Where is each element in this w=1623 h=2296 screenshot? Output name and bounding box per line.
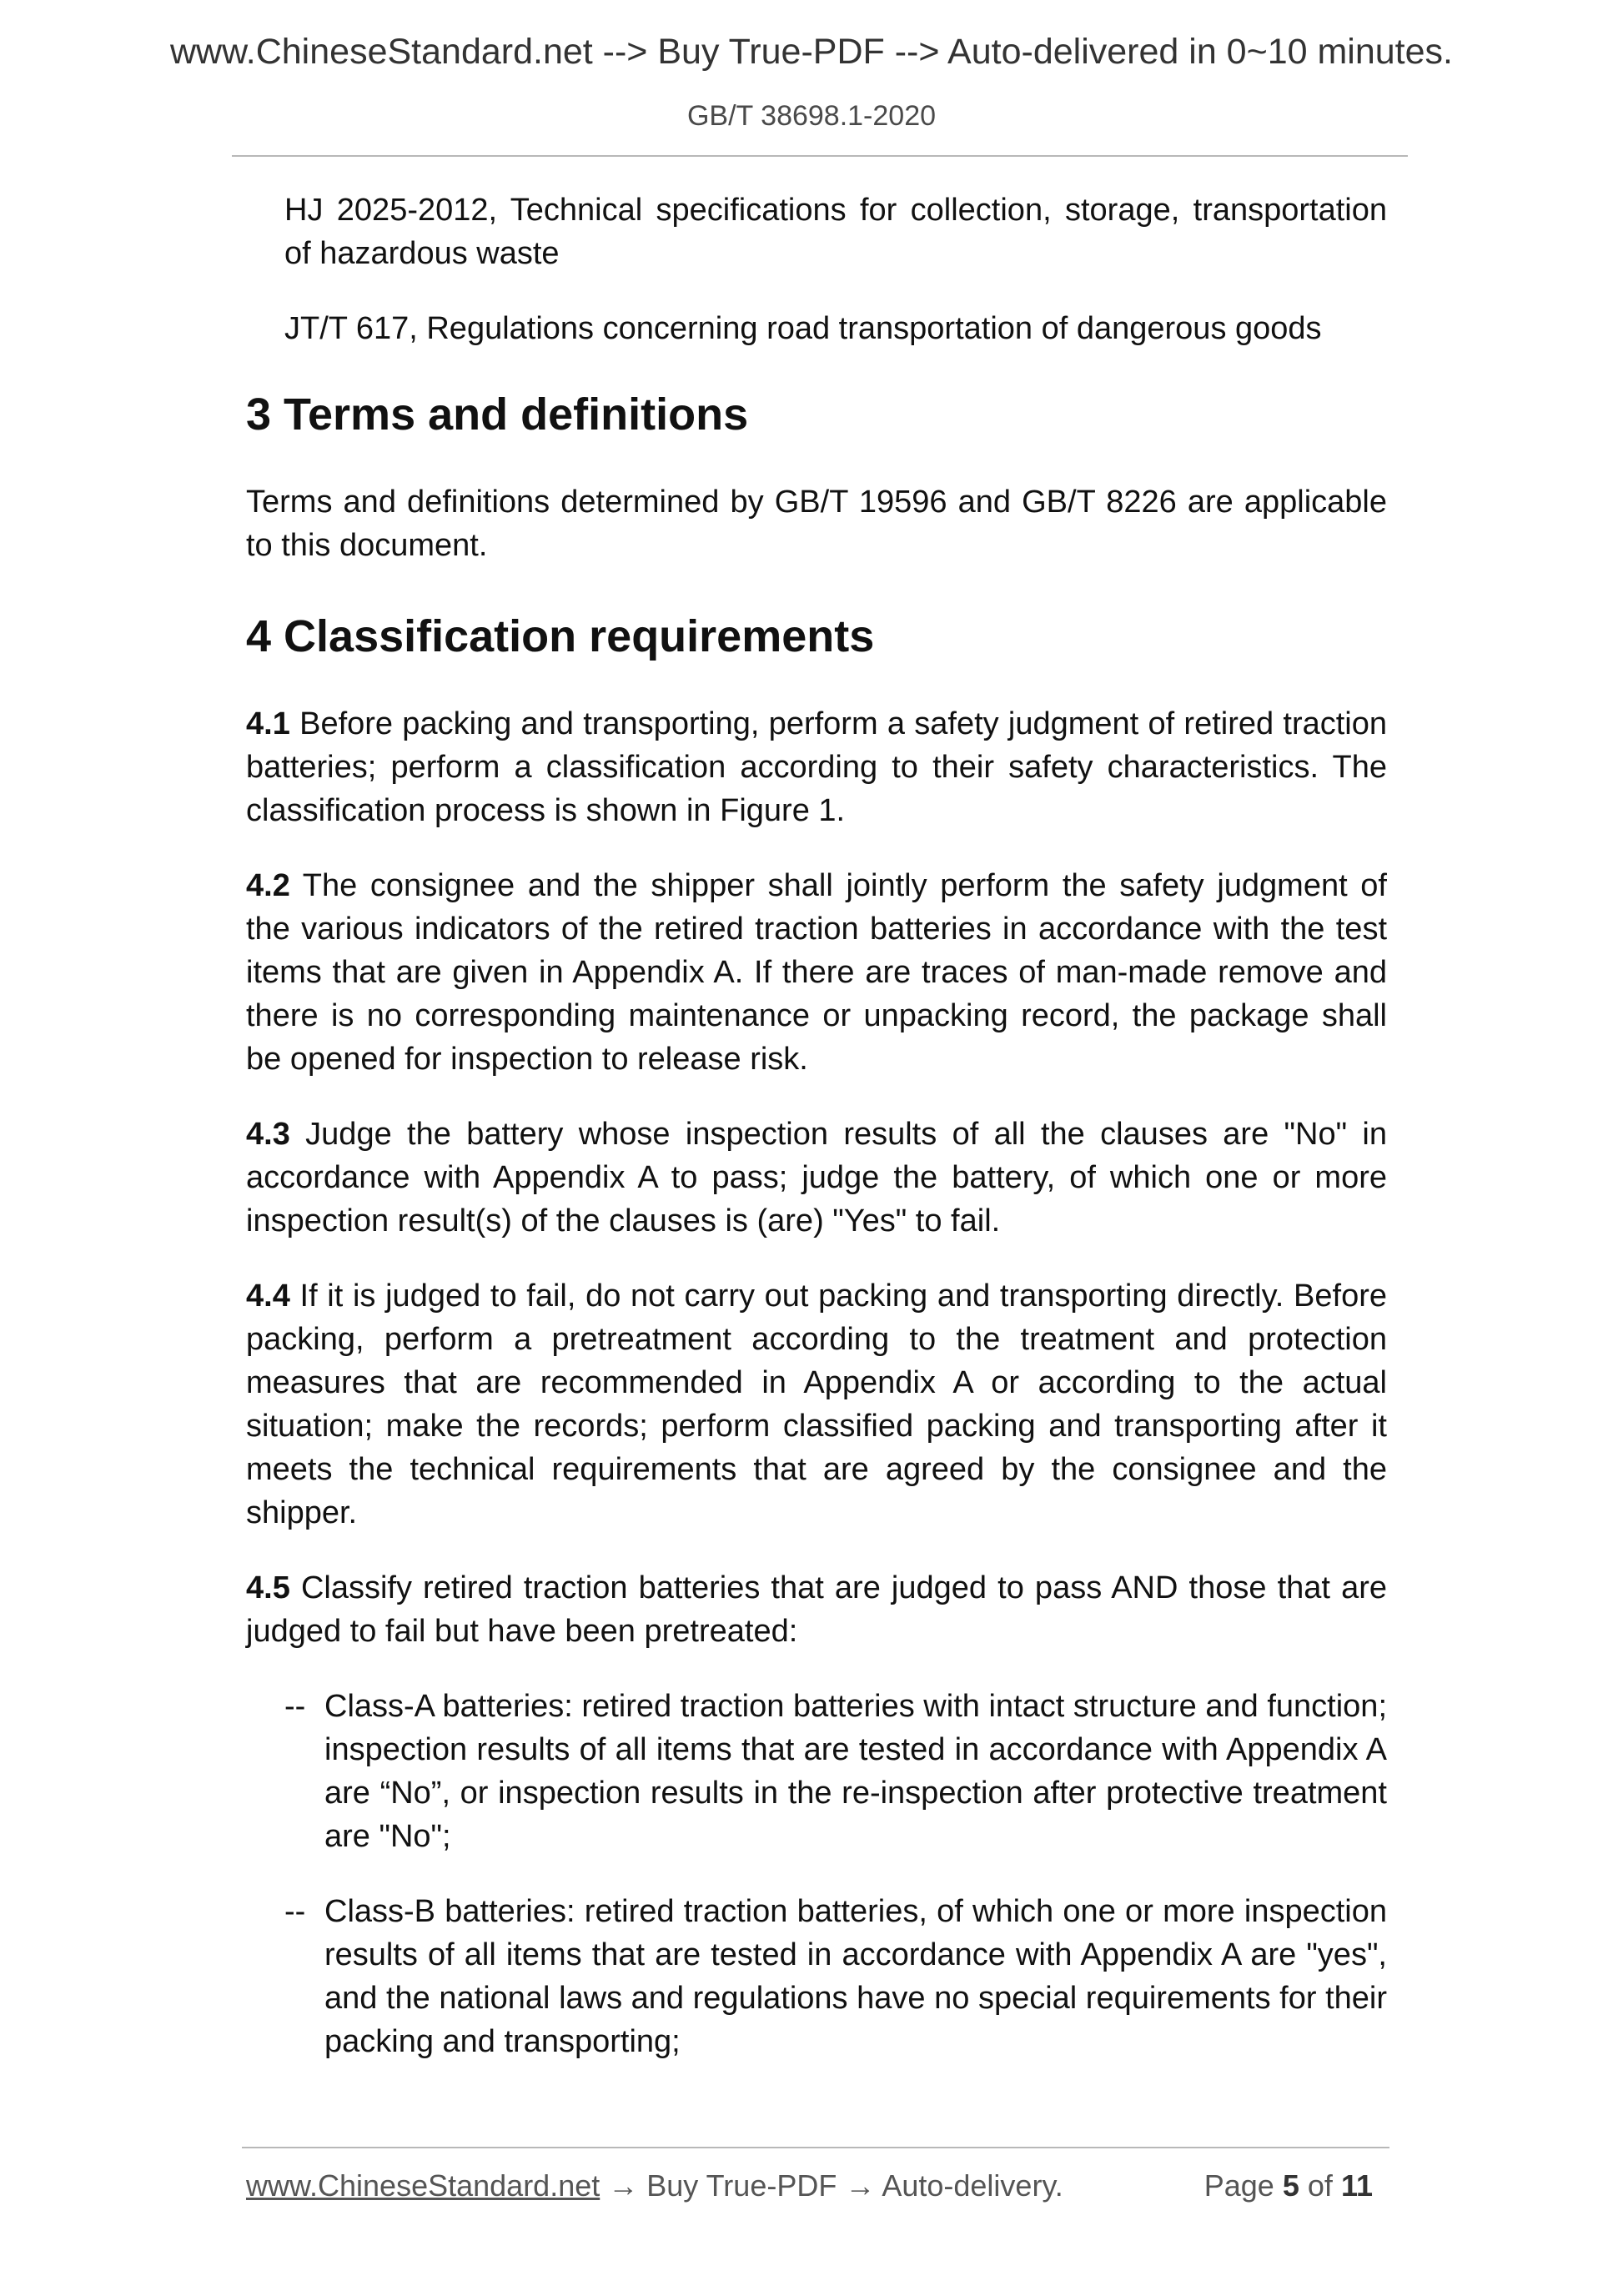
clause-number: 4.4: [246, 1279, 290, 1314]
list-item-class-a: [284, 1685, 1387, 1858]
reference-jtt-617: JT/T 617, Regulations concerning road transportation of dangerous goods: [284, 311, 1322, 346]
section-3-heading: 3 Terms and definitions: [246, 389, 749, 440]
section-4-heading: 4 Classification requirements: [246, 611, 875, 661]
list-dash: --: [284, 1689, 306, 1724]
clause-number: 4.5: [246, 1570, 290, 1605]
section-3-text: Terms and definitions determined by GB/T 19596 and GB/T 8226 are applicable to this document.: [246, 485, 1387, 563]
page-footer: [246, 2168, 1387, 2203]
footer-tagline: → Buy True-PDF → Auto-delivery.: [608, 2168, 1063, 2203]
clause-number: 4.3: [246, 1117, 290, 1152]
footer-site-link[interactable]: www.ChineseStandard.net: [246, 2168, 600, 2203]
page-of-label: of: [1307, 2168, 1333, 2203]
clause-4-2: [246, 864, 1387, 1081]
page-total: 11: [1340, 2168, 1373, 2203]
document-code: GB/T 38698.1-2020: [686, 100, 937, 132]
page-indicator: [1204, 2168, 1373, 2203]
list-item-text: Class-B batteries: retired traction batteries, of which one or more inspection results of all items that are tested in accordance with Appendix A are "yes", and the national laws and regulations have no special requirements for their packing and transporting;: [324, 1894, 1387, 2059]
reference-hj-2025: HJ 2025-2012, Technical specifications for collection, storage, transportation of hazardous waste: [284, 193, 1387, 271]
top-banner: www.ChineseStandard.net --> Buy True-PDF --> Auto-delivered in 0~10 minutes.: [169, 32, 1453, 72]
clause-text: The consignee and the shipper shall jointly perform the safety judgment of the various indicators of the retired traction batteries in accordance with the test items that are given in Appendix A. If there are traces of man-made remove and there is no corresponding maintenance or unpacking record, the package shall be opened for inspection to release risk.: [246, 868, 1387, 1077]
header-divider: [232, 155, 1408, 157]
clause-text: If it is judged to fail, do not carry out packing and transporting directly. Before packing, perform a pretreatment according to the treatment and protection measures that are recommended in Appendix A or according to the actual situation; make the records; perform classified packing and transporting after it meets the technical requirements that are agreed by the consignee and the shipper.: [246, 1279, 1387, 1530]
page-current: 5: [1282, 2168, 1299, 2203]
clause-number: 4.1: [246, 706, 290, 741]
page-label: Page: [1203, 2168, 1274, 2203]
clause-text: Classify retired traction batteries that are judged to pass AND those that are judged to fail but have been pretreated:: [246, 1570, 1387, 1649]
clause-number: 4.2: [246, 868, 290, 903]
clause-4-3: [246, 1113, 1387, 1243]
page-content: [246, 188, 1387, 2095]
clause-text: Judge the battery whose inspection results of all the clauses are "No" in accordance with Appendix A to pass; judge the battery, of which one or more inspection result(s) of the clauses is (are) "Yes" to fail.: [246, 1117, 1388, 1238]
list-item-text: Class-A batteries: retired traction batteries with intact structure and function; inspection results of all items that are tested in accordance with Appendix A are “No”, or inspection results in the re-inspection after protective treatment are "No";: [324, 1689, 1387, 1854]
footer-divider: [242, 2147, 1389, 2148]
clause-4-5: [246, 1566, 1387, 1653]
list-dash: --: [284, 1894, 306, 1929]
clause-4-1: [246, 702, 1387, 832]
clause-4-4: [246, 1274, 1387, 1535]
clause-text: Before packing and transporting, perform a safety judgment of retired traction batteries; perform a classification according to their safety characteristics. The classification process is shown in Figure 1.: [246, 706, 1387, 828]
list-item-class-b: [284, 1890, 1387, 2063]
